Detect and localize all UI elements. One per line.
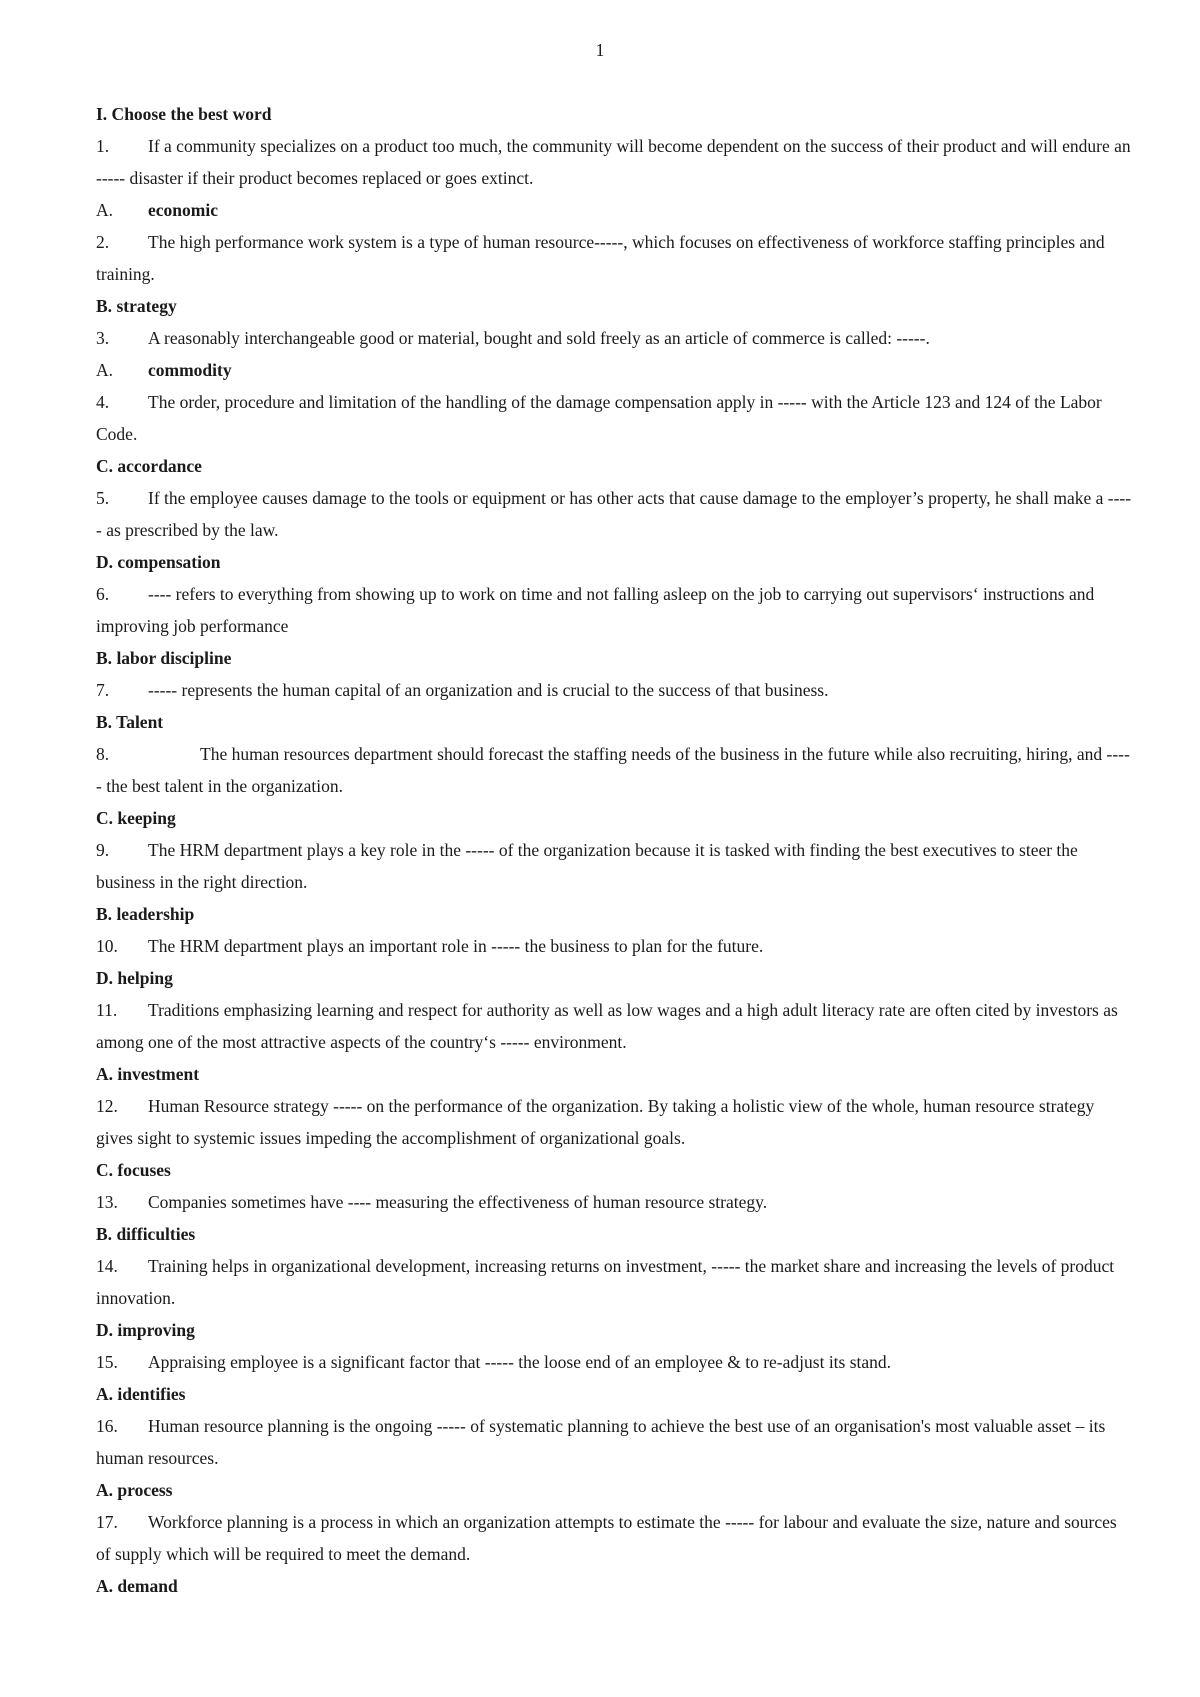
answer-letter: A. xyxy=(96,1064,114,1084)
answer-word: economic xyxy=(148,200,218,220)
answer xyxy=(96,1570,1132,1602)
answer-word: labor discipline xyxy=(116,648,232,668)
answer xyxy=(96,706,1132,738)
question-item xyxy=(96,386,1132,450)
question-text: ---- refers to everything from showing up to work on time and not falling asleep on the job to carrying out supervisors‘ instructions and improving job performance xyxy=(96,584,1095,636)
answer-word: helping xyxy=(117,968,173,988)
question-number: 5. xyxy=(96,488,110,508)
answer-letter: A. xyxy=(96,200,114,220)
answer-letter: C. xyxy=(96,456,114,476)
question-item xyxy=(96,994,1132,1058)
question-item xyxy=(96,578,1132,642)
question-item xyxy=(96,738,1132,802)
question-text: Companies sometimes have ---- measuring the effectiveness of human resource strategy. xyxy=(148,1192,768,1212)
question-number: 2. xyxy=(96,232,110,252)
answer xyxy=(96,642,1132,674)
question-text: Human resource planning is the ongoing ----- of systematic planning to achieve the best use of an organisation's most valuable asset – its human resources. xyxy=(96,1416,1106,1468)
question-text: The HRM department plays a key role in the ----- of the organization because it is tasked with finding the best executives to steer the business in the right direction. xyxy=(96,840,1078,892)
answer xyxy=(96,1154,1132,1186)
answer-letter: D. xyxy=(96,552,114,572)
answer-word: accordance xyxy=(117,456,202,476)
question-number: 11. xyxy=(96,1000,118,1020)
question-item xyxy=(96,930,1132,962)
question-text: ----- represents the human capital of an organization and is crucial to the success of that business. xyxy=(148,680,829,700)
answer-word: demand xyxy=(117,1576,178,1596)
answer xyxy=(96,1058,1132,1090)
question-item xyxy=(96,1410,1132,1474)
question-text: Training helps in organizational development, increasing returns on investment, ----- the market share and increasing the levels of product innovation. xyxy=(96,1256,1115,1308)
answer xyxy=(96,962,1132,994)
answer-letter: B. xyxy=(96,904,113,924)
question-text: If the employee causes damage to the tools or equipment or has other acts that cause damage to the employer’s property, he shall make a ----- as prescribed by the law. xyxy=(96,488,1132,540)
question-item xyxy=(96,1506,1132,1570)
answer xyxy=(96,802,1132,834)
answer-word: leadership xyxy=(116,904,195,924)
question-number: 1. xyxy=(96,136,110,156)
answer xyxy=(96,1314,1132,1346)
answer-word: process xyxy=(117,1480,173,1500)
answer-letter: B. xyxy=(96,712,113,732)
answer-word: difficulties xyxy=(116,1224,196,1244)
question-number: 15. xyxy=(96,1352,118,1372)
question-number: 10. xyxy=(96,936,118,956)
answer xyxy=(96,290,1132,322)
question-text: The high performance work system is a type of human resource-----, which focuses on effectiveness of workforce staffing principles and training. xyxy=(96,232,1105,284)
question-text: Workforce planning is a process in which an organization attempts to estimate the ----- for labour and evaluate the size, nature and sources of supply which will be required to meet the demand. xyxy=(96,1512,1117,1564)
page-number: 1 xyxy=(595,40,605,60)
answer-letter: A. xyxy=(96,360,114,380)
question-number: 7. xyxy=(96,680,110,700)
question-text: The order, procedure and limitation of the handling of the damage compensation apply in ----- with the Article 123 and 124 of the Labor Code. xyxy=(96,392,1102,444)
section-title: I. Choose the best word xyxy=(96,104,272,124)
question-item xyxy=(96,130,1132,194)
answer-letter: C. xyxy=(96,808,114,828)
answer-word: keeping xyxy=(117,808,176,828)
question-number: 16. xyxy=(96,1416,118,1436)
question-item xyxy=(96,226,1132,290)
question-number: 13. xyxy=(96,1192,118,1212)
answer-word: compensation xyxy=(117,552,221,572)
answer xyxy=(96,450,1132,482)
question-text: Traditions emphasizing learning and respect for authority as well as low wages and a high adult literacy rate are often cited by investors as among one of the most attractive aspects of the country‘s ----- environment. xyxy=(96,1000,1118,1052)
question-number: 14. xyxy=(96,1256,118,1276)
answer-letter: B. xyxy=(96,296,113,316)
document-body xyxy=(96,98,1132,1602)
question-number: 9. xyxy=(96,840,110,860)
question-item xyxy=(96,1346,1132,1378)
question-number: 17. xyxy=(96,1512,118,1532)
answer-letter: A. xyxy=(96,1576,114,1596)
question-text: The human resources department should forecast the staffing needs of the business in the future while also recruiting, hiring, and ----- the best talent in the organization. xyxy=(96,744,1130,796)
question-text: The HRM department plays an important role in ----- the business to plan for the future. xyxy=(148,936,764,956)
question-item xyxy=(96,1250,1132,1314)
question-number: 8. xyxy=(96,744,110,764)
answer xyxy=(96,546,1132,578)
answer-letter: D. xyxy=(96,968,114,988)
answer xyxy=(96,898,1132,930)
answer xyxy=(96,354,1132,386)
question-number: 3. xyxy=(96,328,110,348)
question-item xyxy=(96,482,1132,546)
question-text: A reasonably interchangeable good or material, bought and sold freely as an article of commerce is called: -----. xyxy=(148,328,930,348)
answer xyxy=(96,1218,1132,1250)
answer-letter: A. xyxy=(96,1384,114,1404)
question-item xyxy=(96,674,1132,706)
answer-word: improving xyxy=(117,1320,195,1340)
question-item xyxy=(96,322,1132,354)
question-text: Human Resource strategy ----- on the performance of the organization. By taking a holistic view of the whole, human resource strategy gives sight to systemic issues impeding the accomplishment of organizational goals. xyxy=(96,1096,1095,1148)
answer xyxy=(96,1474,1132,1506)
answer-letter: B. xyxy=(96,1224,113,1244)
question-item xyxy=(96,1186,1132,1218)
answer-word: focuses xyxy=(117,1160,171,1180)
question-number: 4. xyxy=(96,392,110,412)
question-number: 6. xyxy=(96,584,110,604)
answer-word: strategy xyxy=(116,296,177,316)
answer-word: commodity xyxy=(148,360,232,380)
answer-letter: C. xyxy=(96,1160,114,1180)
question-number: 12. xyxy=(96,1096,118,1116)
question-list xyxy=(96,130,1132,1602)
answer-word: investment xyxy=(117,1064,200,1084)
question-item xyxy=(96,1090,1132,1154)
answer-letter: D. xyxy=(96,1320,114,1340)
question-text: Appraising employee is a significant factor that ----- the loose end of an employee & to re-adjust its stand. xyxy=(148,1352,892,1372)
question-item xyxy=(96,834,1132,898)
answer-letter: A. xyxy=(96,1480,114,1500)
answer-word: identifies xyxy=(117,1384,186,1404)
answer xyxy=(96,194,1132,226)
answer-letter: B. xyxy=(96,648,113,668)
question-text: If a community specializes on a product too much, the community will become dependent on the success of their product and will endure an ----- disaster if their product becomes replaced or goes extinct. xyxy=(96,136,1131,188)
answer xyxy=(96,1378,1132,1410)
answer-word: Talent xyxy=(116,712,164,732)
